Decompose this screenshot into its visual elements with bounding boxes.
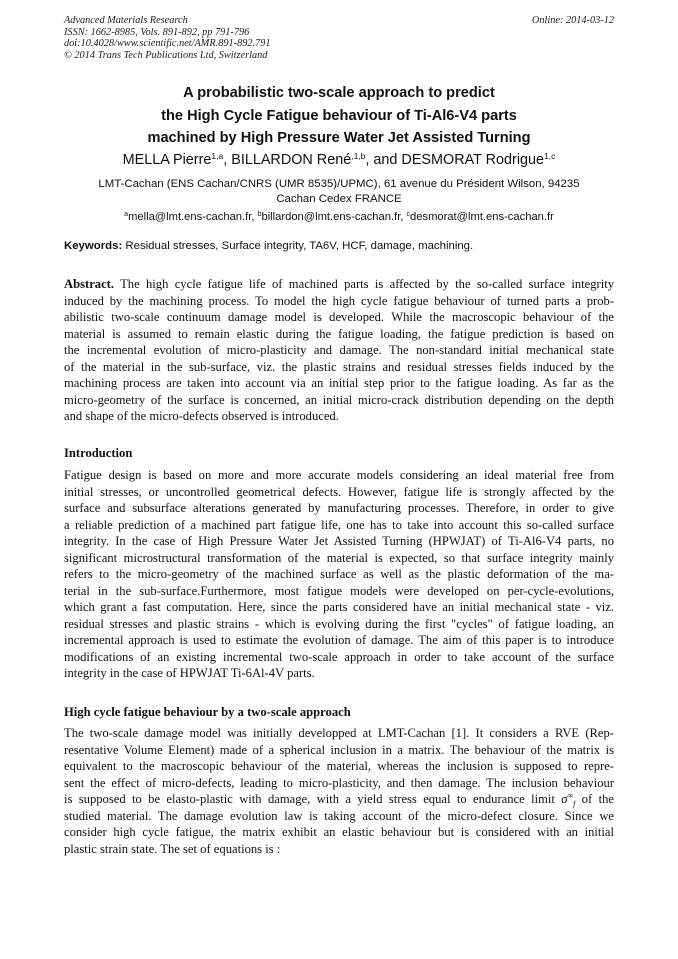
sigma-subscript: f <box>573 799 576 809</box>
abstract-line: the incremental evolution of micro-plasticity and damage. The non-standard initial mechanical state <box>64 343 614 357</box>
sigma-symbol: σ <box>561 792 568 806</box>
paragraph-line: terial in the sub-surface.Furthermore, most fatigue models were developed on per-cycle-evolutions, <box>64 583 614 598</box>
email-link[interactable]: billardon@lmt.ens-cachan.fr, <box>261 211 407 223</box>
paragraph-line: refers to the micro-geometry of the machined surface as well as the plastic deformation of the ma- <box>64 567 614 581</box>
endurance-limit-symbol <box>561 790 576 809</box>
affiliation-line: Cachan Cedex FRANCE <box>276 193 402 205</box>
paragraph-line: equivalent to the macroscopic behaviour of the material, whereas the inclusion is supposed to repre- <box>64 759 614 773</box>
title-line: A probabilistic two-scale approach to predict <box>183 85 495 101</box>
email-mark: b <box>257 211 262 218</box>
paragraph-line: incremental approach is used to estimate the evolution of damage. The aim of this paper is to introduce <box>64 633 614 647</box>
email-mark: c <box>406 211 411 218</box>
paragraph-line: surface and subsurface alterations generated by manufacturing processes. Therefore, in order to give <box>64 501 614 515</box>
author-list <box>40 150 638 170</box>
paragraph-line <box>64 791 614 808</box>
paragraph-line: integrity. In the case of High Pressure Water Jet Assisted Turning (HPWJAT) of Ti-Al6-V4 parts, no <box>64 534 614 548</box>
paper-title <box>40 82 638 150</box>
author-separator: , <box>223 152 232 168</box>
paragraph-line: which grant a fast computation. Here, since the parts considered have an initial mechanical state - viz. <box>64 600 614 614</box>
affiliation-line: LMT-Cachan (ENS Cachan/CNRS (UMR 8535)/UPMC), 61 avenue du Président Wilson, 94235 <box>98 178 580 190</box>
doi-line[interactable]: doi:10.4028/www.scientific.net/AMR.891-892.791 <box>64 38 271 50</box>
hcf-section-heading: High cycle fatigue behaviour by a two-scale approach <box>64 705 351 719</box>
paragraph-line: initial stresses, or uncontrolled geometrical defects. However, fatigue life is strongly affected by the <box>64 484 614 499</box>
keywords <box>64 239 616 254</box>
paragraph-line: consider high cycle fatigue, the matrix exhibit an elastic behaviour but is considered with an initial <box>64 825 614 839</box>
abstract-line: machining process are taken into account via an initial step prior to the fatigue loading. As far as the <box>64 376 614 390</box>
introduction-heading: Introduction <box>64 446 133 460</box>
abstract-first-text: The high cycle fatigue life of machined parts is affected by the so-called surface integrity <box>114 277 614 291</box>
paragraph-line: a reliable prediction of a machined part fatigue life, one has to take into account this so-called surface <box>64 517 614 532</box>
author-emails <box>40 210 638 225</box>
author-name: BILLARDON René <box>231 152 352 168</box>
abstract-line: of the material in the sub-surface, viz. the plastic strains and residual stresses fields induced by the <box>64 359 614 374</box>
paragraph-line: plastic strain state. The set of equations is : <box>64 841 281 856</box>
abstract <box>64 276 614 425</box>
sigma-superscript: ∞ <box>567 790 574 800</box>
paragraph-text: of the <box>575 792 614 806</box>
email-link[interactable]: mella@lmt.ens-cachan.fr, <box>128 211 258 223</box>
introduction-text <box>64 467 614 682</box>
abstract-line: induced by the machining process. To model the high cycle fatigue behaviour of turned parts a prob- <box>64 293 614 308</box>
author-affiliation-mark: 1,a <box>211 151 224 161</box>
paragraph-line: modifications of an existing incremental two-scale approach in order to take account of the surface <box>64 649 614 664</box>
author-affiliation-mark: 1,c <box>544 151 556 161</box>
journal-name: Advanced Materials Research <box>64 15 188 26</box>
abstract-line <box>64 276 614 293</box>
abstract-label: Abstract. <box>64 277 115 291</box>
online-date: Online: 2014-03-12 <box>531 15 614 26</box>
journal-header <box>64 15 271 61</box>
abstract-line: material is assumed to remain elastic during the fatigue loading, the fatigue prediction is based on <box>64 326 614 341</box>
hcf-section-text <box>64 725 614 857</box>
abstract-line: micro-geometry of the surface is concerned, an initial micro-crack distribution depending on the depth <box>64 392 614 407</box>
paragraph-text: is supposed to be elasto-plastic with damage, with a yield stress equal to endurance limit <box>64 792 562 806</box>
title-line: machined by High Pressure Water Jet Assisted Turning <box>147 130 531 146</box>
paragraph-line: significant microstructural transformation of the material is expected, so that surface integrity mainly <box>64 550 614 565</box>
author-name: DESMORAT Rodrigue <box>401 152 545 168</box>
abstract-line: and shape of the micro-defects observed is introduced. <box>64 409 339 423</box>
paragraph-line: sent the effect of micro-defects, leading to micro-plasticity, and then damage. The inclusion behaviour <box>64 775 614 790</box>
title-line: the High Cycle Fatigue behaviour of Ti-Al6-V4 parts <box>161 107 517 124</box>
author-name: MELLA Pierre <box>122 152 212 168</box>
paragraph-line: integrity in the case of HPWJAT Ti-6Al-4V parts. <box>64 666 315 680</box>
paragraph-line: studied material. The damage evolution law is taking account of the micro-defect closure. Since we <box>64 808 614 823</box>
issn-line: ISSN: 1662-8985, Vols. 891-892, pp 791-796 <box>64 26 250 38</box>
paragraph-line: residual stresses and plastic strains - which is evolving during the first "cycles" of fatigue loading, an <box>64 616 614 631</box>
paragraph-line: The two-scale damage model was initially developped at LMT-Cachan [1]. It considers a RVE (Rep- <box>64 726 614 740</box>
email-link[interactable]: desmorat@lmt.ens-cachan.fr <box>410 211 554 223</box>
paragraph-line: Fatigue design is based on more and more accurate models considering an ideal material free from <box>64 468 614 482</box>
author-separator: , and <box>365 152 402 168</box>
abstract-line: abilistic two-scale continuum damage model is developed. While the macroscopic behaviour of the <box>64 310 614 324</box>
copyright-line: © 2014 Trans Tech Publications Ltd, Switzerland <box>64 49 268 61</box>
keywords-label: Keywords: <box>64 240 123 252</box>
paragraph-line: resentative Volume Element) made of a spherical inclusion in a matrix. The behaviour of the matrix is <box>64 742 614 757</box>
author-affiliation-mark: ,1,b <box>351 151 366 161</box>
email-mark: a <box>124 211 129 218</box>
keywords-text: Residual stresses, Surface integrity, TA6V, HCF, damage, machining. <box>122 240 474 252</box>
affiliation <box>40 177 638 207</box>
